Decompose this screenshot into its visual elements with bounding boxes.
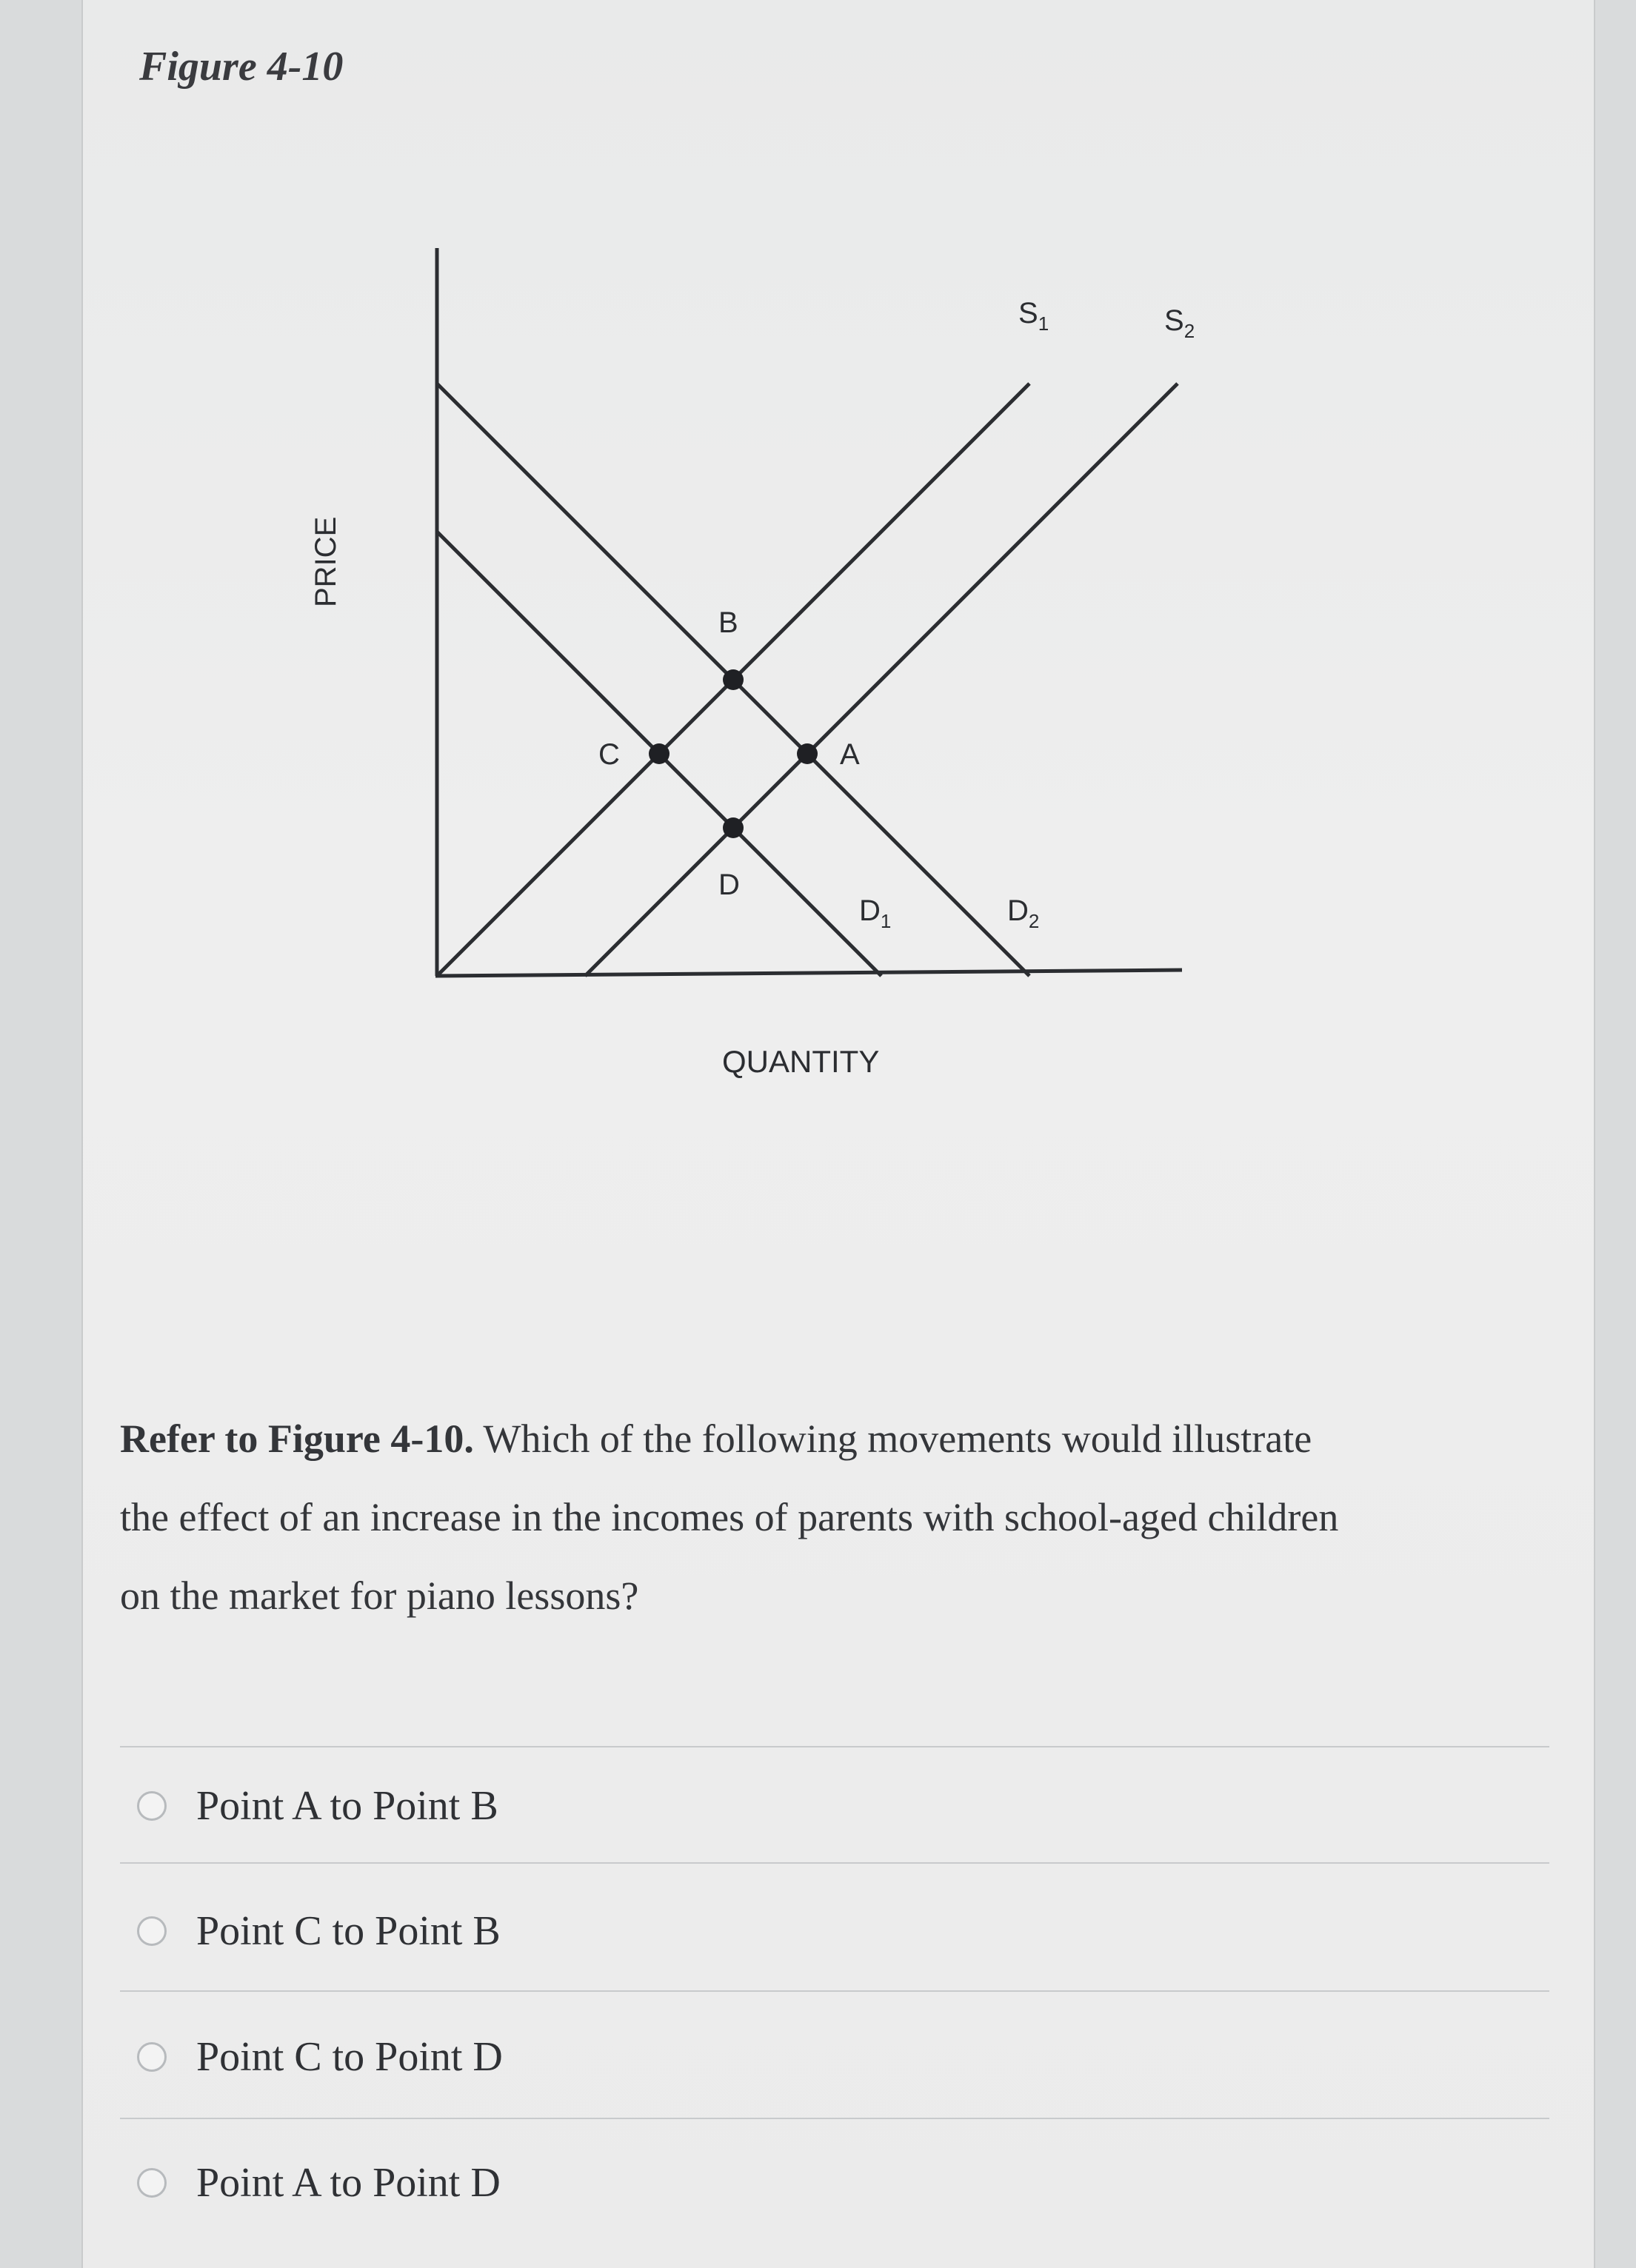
supply-demand-chart: [0, 0, 1636, 1111]
radio-button[interactable]: [137, 2042, 167, 2072]
point-c: [649, 743, 670, 764]
point-label-b: B: [718, 606, 738, 639]
point-b: [723, 669, 744, 690]
question-ref: Refer to Figure 4-10.: [120, 1416, 474, 1461]
divider: [120, 1746, 1549, 1747]
answer-option-2[interactable]: [137, 1905, 501, 1957]
point-label-d: D: [718, 869, 740, 901]
option-label: Point C to Point B: [196, 1908, 501, 1954]
divider: [120, 1990, 1549, 1992]
point-label-a: A: [840, 738, 860, 771]
x-axis: [435, 970, 1182, 976]
option-label: Point A to Point B: [196, 1783, 498, 1829]
question-line1: Which of the following movements would illustrate: [473, 1416, 1312, 1461]
question-text: [120, 1399, 1527, 1635]
option-label: Point A to Point D: [196, 2160, 501, 2206]
x-axis-label: QUANTITY: [722, 1044, 880, 1079]
curve-label-s1: $S_1$: [1018, 297, 1049, 335]
curve-s2: [585, 384, 1178, 976]
point-a: [797, 743, 818, 764]
radio-button[interactable]: [137, 1916, 167, 1946]
radio-button[interactable]: [137, 1791, 167, 1821]
divider: [120, 2118, 1549, 2119]
option-label: Point C to Point D: [196, 2034, 503, 2080]
curve-label-d1: $D_1$: [859, 894, 892, 932]
point-d: [723, 817, 744, 838]
curve-label-s2: $S_2$: [1164, 304, 1195, 342]
divider: [120, 1862, 1549, 1864]
answer-option-3[interactable]: [137, 2031, 503, 2083]
point-label-c: C: [598, 738, 620, 771]
answer-option-4[interactable]: [137, 2157, 501, 2209]
figure-title: Figure 4-10: [139, 44, 344, 90]
question-line2: the effect of an increase in the incomes of parents with school-aged children: [120, 1495, 1339, 1539]
answer-option-1[interactable]: [137, 1780, 498, 1832]
curve-label-d2: $D_2$: [1007, 894, 1040, 932]
y-axis-label: PRICE: [310, 516, 342, 607]
radio-button[interactable]: [137, 2168, 167, 2198]
question-line3: on the market for piano lessons?: [120, 1573, 639, 1618]
